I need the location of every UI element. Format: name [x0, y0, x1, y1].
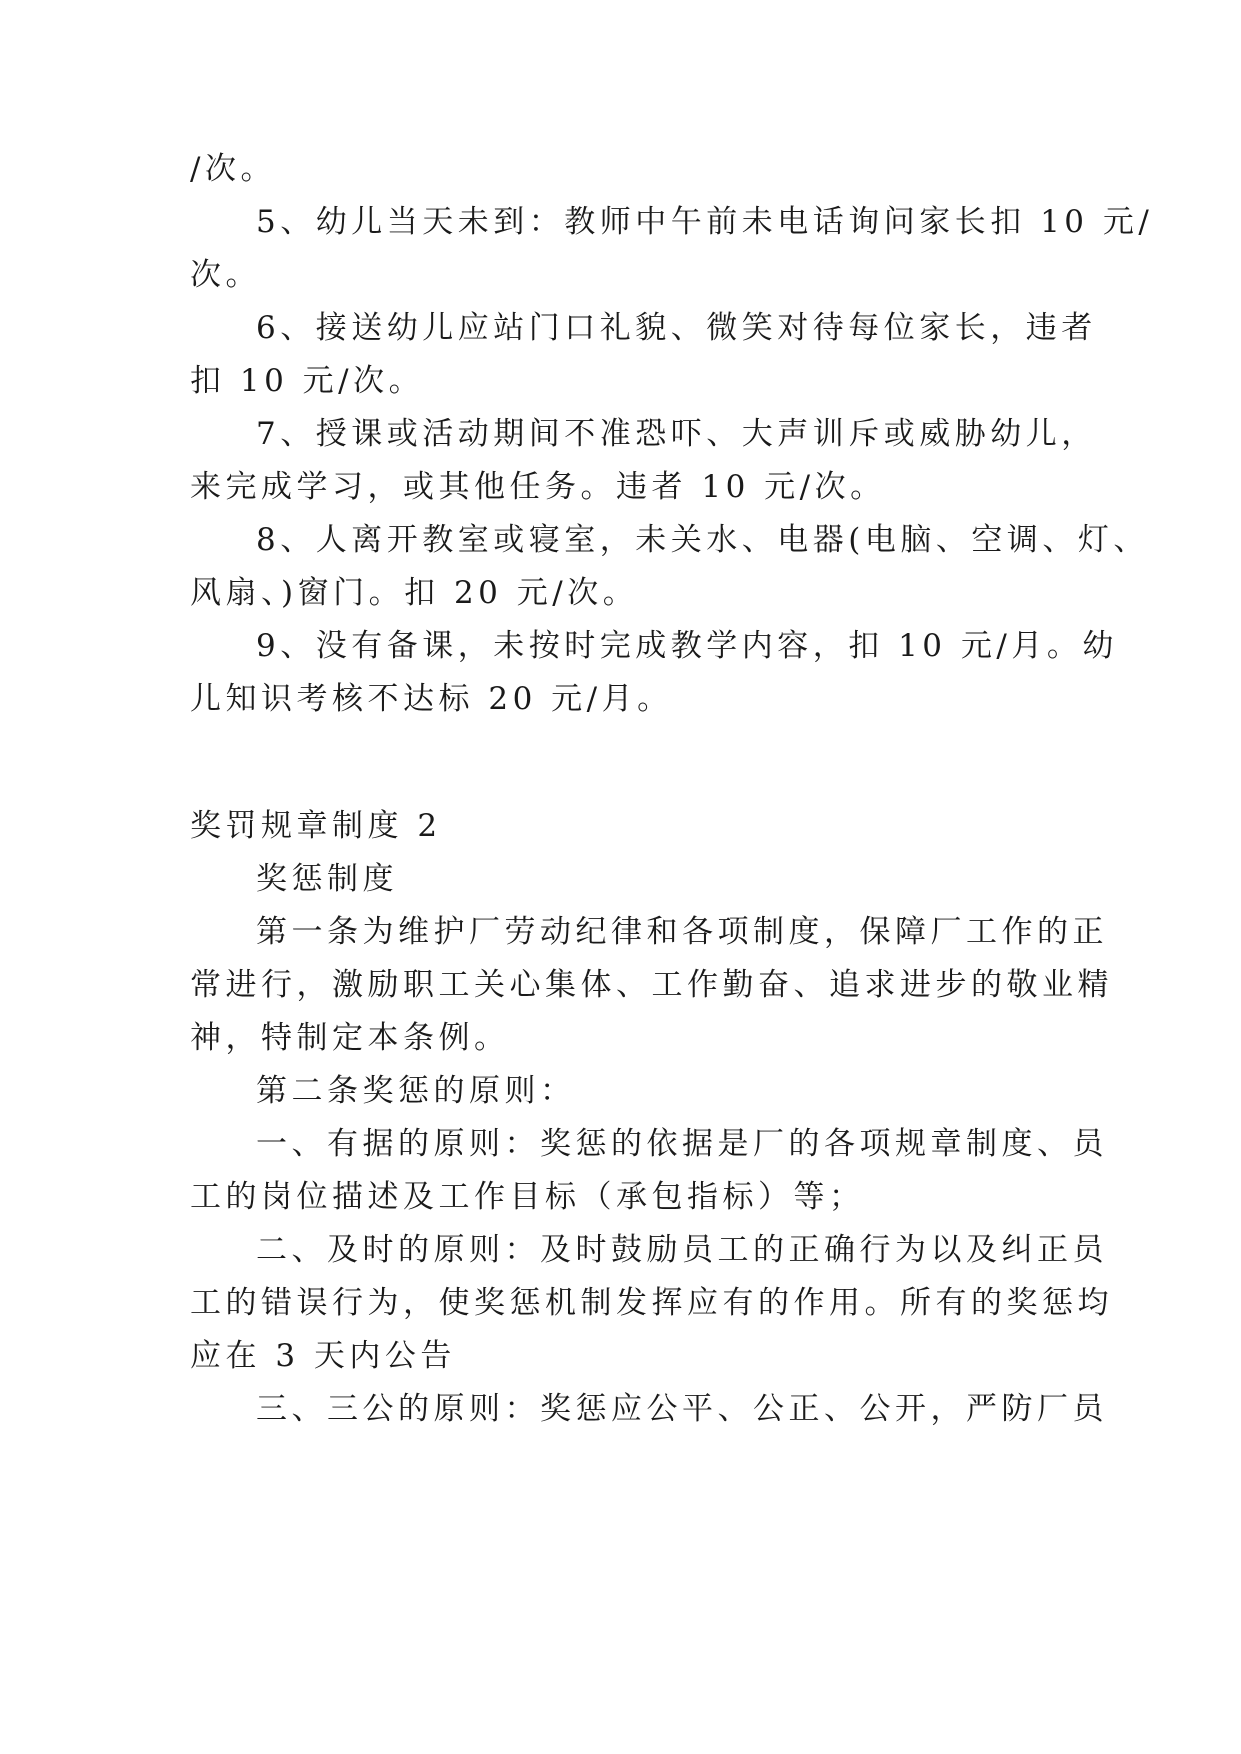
paragraph-line: 7、授课或活动期间不准恐吓、大声训斥或威胁幼儿，: [256, 416, 1097, 452]
paragraph-line: 二、及时的原则：及时鼓励员工的正确行为以及纠正员: [256, 1232, 1108, 1268]
paragraph-line: 常进行，激励职工关心集体、工作勤奋、追求进步的敬业精: [190, 967, 1113, 1003]
paragraph-line: 8、人离开教室或寝室，未关水、电器(电脑、空调、灯、: [256, 522, 1149, 558]
paragraph-line: 三、三公的原则：奖惩应公平、公正、公开，严防厂员: [256, 1391, 1108, 1427]
paragraph-line: 第一条为维护厂劳动纪律和各项制度，保障厂工作的正: [256, 914, 1108, 950]
paragraph-line: 扣 10 元/次。: [190, 363, 425, 399]
paragraph-line: 一、有据的原则：奖惩的依据是厂的各项规章制度、员: [256, 1126, 1108, 1162]
paragraph-line: 次。: [190, 257, 261, 293]
paragraph-line: 神，特制定本条例。: [190, 1020, 510, 1056]
section-heading: 奖罚规章制度 2: [190, 808, 442, 844]
paragraph-line: 儿知识考核不达标 20 元/月。: [190, 681, 673, 717]
paragraph-line: 工的岗位描述及工作目标（承包指标）等；: [190, 1179, 865, 1215]
paragraph-line: 风扇、)窗门。扣 20 元/次。: [190, 575, 639, 611]
paragraph-line: 9、没有备课，未按时完成教学内容，扣 10 元/月。幼: [256, 628, 1118, 664]
paragraph-line: 第二条奖惩的原则：: [256, 1073, 576, 1109]
paragraph-line: 6、接送幼儿应站门口礼貌、微笑对待每位家长，违者: [256, 310, 1097, 346]
paragraph-line: 来完成学习，或其他任务。违者 10 元/次。: [190, 469, 886, 505]
paragraph-line: /次。: [190, 151, 276, 187]
paragraph-line: 工的错误行为，使奖惩机制发挥应有的作用。所有的奖惩均: [190, 1285, 1113, 1321]
section-subheading: 奖惩制度: [256, 861, 398, 897]
paragraph-line: 5、幼儿当天未到：教师中午前未电话询问家长扣 10 元/: [256, 204, 1154, 240]
paragraph-line: 应在 3 天内公告: [190, 1338, 456, 1374]
